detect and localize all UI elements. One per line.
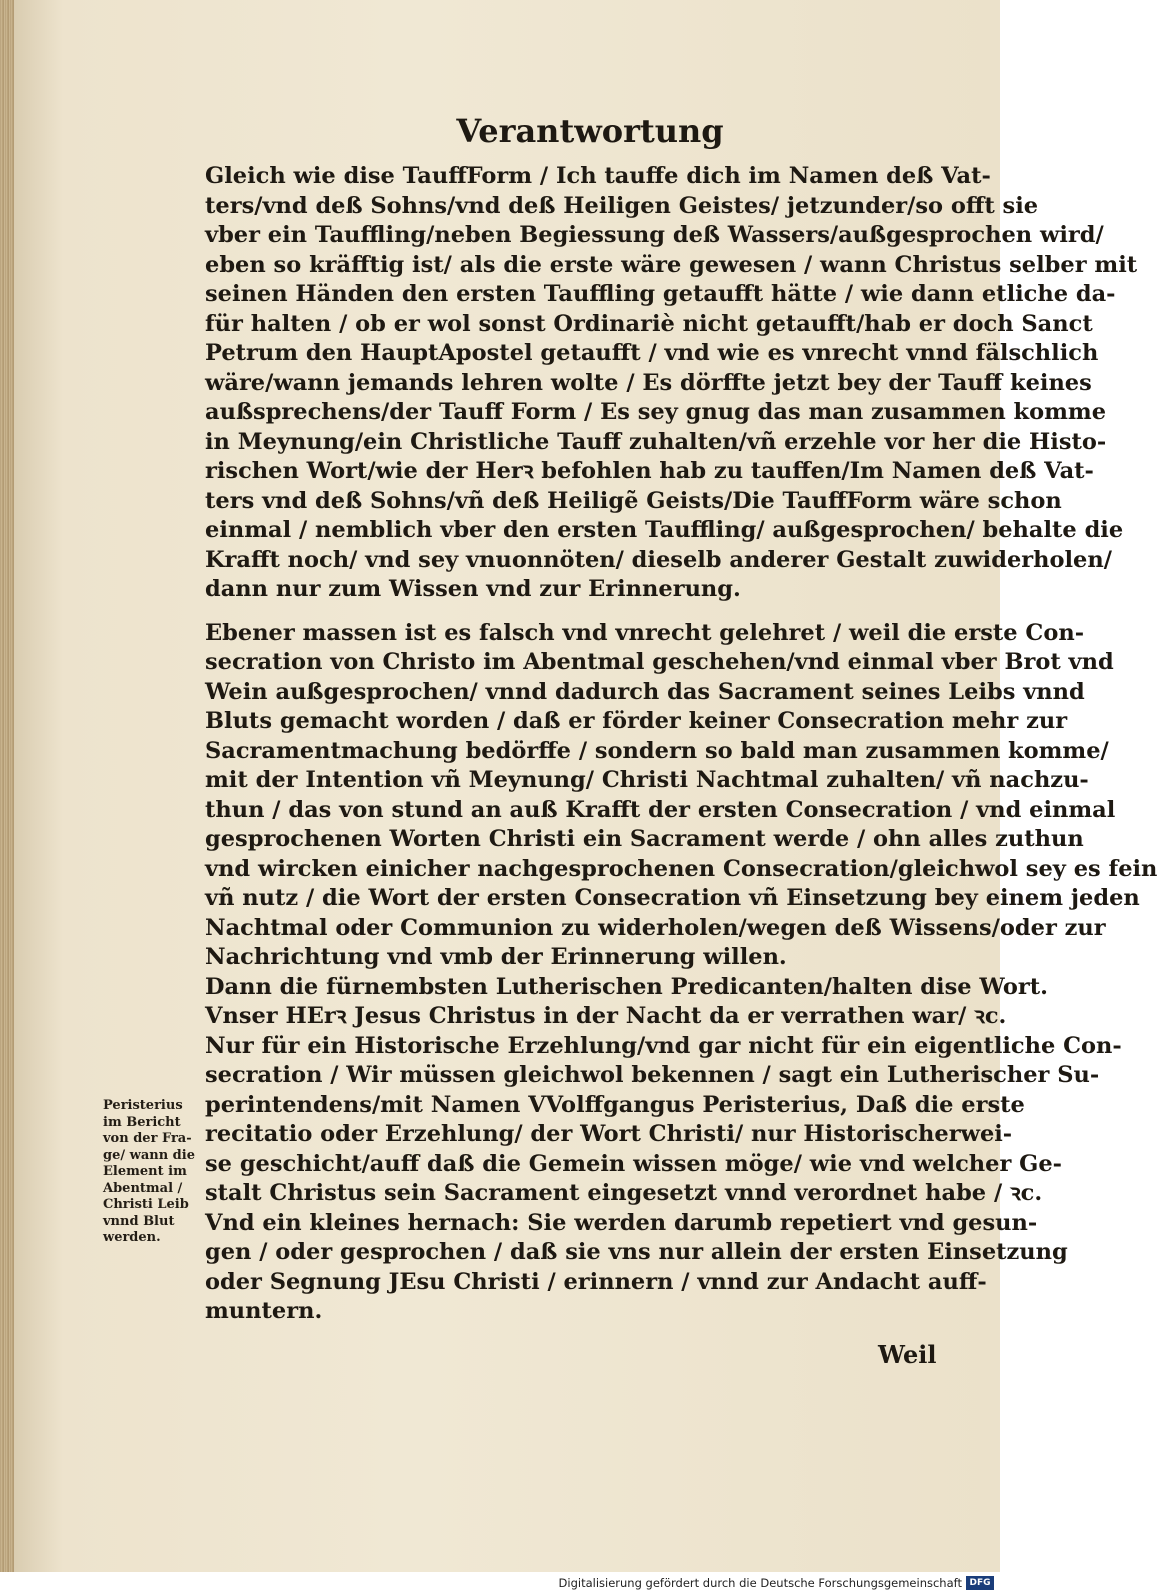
text-line: recitatio oder Erzehlung/ der Wort Christi/ nur Historischerwei-	[205, 1121, 1013, 1147]
text-line: Sacramentmachung bedörffe / sondern so bald man zusammen komme/	[205, 737, 1109, 764]
margin-note-line: werden.	[103, 1230, 161, 1245]
catchword: Weil	[878, 1340, 937, 1369]
footer-credit: Digitalisierung gefördert durch die Deutsche Forschungsgemeinschaft	[558, 1576, 962, 1590]
paragraph-3	[205, 973, 1122, 1327]
text-line: seinen Händen den ersten Tauffling getaufft hätte / wie dann etliche da-	[205, 281, 1116, 307]
text-line: rischen Wort/wie der Herꝛ befohlen hab zu tauffen/Im Namen deß Vat-	[205, 458, 1094, 484]
text-line: muntern.	[205, 1298, 323, 1324]
text-line: gesprochenen Worten Christi ein Sacrament werde / ohn alles zuthun	[205, 826, 1084, 852]
margin-note-line: vnnd Blut	[103, 1213, 175, 1229]
text-line: Vnd ein kleines hernach: Sie werden darumb repetiert vnd gesun-	[205, 1209, 1038, 1236]
paragraph-2	[205, 619, 1157, 973]
text-line: vñ nutz / die Wort der ersten Consecration vñ Einsetzung bey einem jeden	[205, 885, 1140, 911]
text-line: se geschicht/auff daß die Gemein wissen möge/ wie vnd welcher Ge-	[205, 1150, 1062, 1177]
text-line: gen / oder gesprochen / daß sie vns nur allein der ersten Einsetzung	[205, 1239, 1068, 1265]
footer	[0, 1572, 1000, 1594]
margin-note-line: im Bericht	[103, 1114, 181, 1130]
text-line: mit der Intention vñ Meynung/ Christi Nachtmal zuhalten/ vñ nachzu-	[205, 767, 1089, 793]
body-text	[205, 162, 1157, 1327]
paragraph-1	[205, 162, 1138, 605]
text-line: stalt Christus sein Sacrament eingesetzt vnnd verordnet habe / ꝛc.	[205, 1180, 1043, 1206]
text-line: Krafft noch/ vnd sey vnuonnöten/ dieselb anderer Gestalt zuwiderholen/	[205, 546, 1112, 573]
text-line: für halten / ob er wol sonst Ordinariè nicht getaufft/hab er doch Sanct	[205, 310, 1093, 337]
text-line: secration / Wir müssen gleichwol bekennen / sagt ein Lutherischer Su-	[205, 1062, 1100, 1088]
text-line: Petrum den HauptApostel getaufft / vnd wie es vnrecht vnnd fälschlich	[205, 340, 1099, 366]
text-line: oder Segnung JEsu Christi / erinnern / vnnd zur Andacht auff-	[205, 1268, 987, 1295]
text-line: Nachtmal oder Communion zu widerholen/wegen deß Wissens/oder zur	[205, 914, 1106, 941]
text-line: Nachrichtung vnd vmb der Erinnerung willen.	[205, 944, 787, 970]
text-line: ters/vnd deß Sohns/vnd deß Heiligen Geistes/ jetzunder/so offt sie	[205, 192, 1039, 219]
text-line: dann nur zum Wissen vnd zur Erinnerung.	[205, 576, 741, 602]
text-line: vnd wircken einicher nachgesprochenen Consecration/gleichwol sey es fein	[205, 855, 1157, 882]
text-line: Nur für ein Historische Erzehlung/vnd gar nicht für ein eigentliche Con-	[205, 1032, 1122, 1059]
page-title: Verantwortung	[456, 112, 724, 150]
text-line: wäre/wann jemands lehren wolte / Es dörffte jetzt bey der Tauff keines	[205, 369, 1092, 396]
margin-note-line: Abentmal /	[103, 1180, 183, 1196]
text-line: perintendens/mit Namen VVolffgangus Peristerius, Daß die erste	[205, 1091, 1025, 1118]
text-line: in Meynung/ein Christliche Tauff zuhalten/vñ erzehle vor her die Histo-	[205, 428, 1107, 455]
margin-note-line: Element im	[103, 1164, 187, 1179]
text-line: vber ein Tauffling/neben Begiessung deß Wassers/außgesprochen wird/	[205, 222, 1104, 248]
margin-note-line: Peristerius	[103, 1098, 183, 1113]
text-line: Ebener massen ist es falsch vnd vnrecht gelehret / weil die erste Con-	[205, 619, 1085, 646]
text-line: Dann die fürnembsten Lutherischen Predicanten/halten dise Wort.	[205, 973, 1048, 1000]
text-line: Vnser HErꝛ Jesus Christus in der Nacht da er verrathen war/ ꝛc.	[205, 1003, 1007, 1029]
text-line: Bluts gemacht worden / daß er förder keiner Consecration mehr zur	[205, 708, 1068, 734]
text-line: ters vnd deß Sohns/vñ deß Heiligẽ Geists/Die TauffForm wäre schon	[205, 487, 1062, 514]
text-line: einmal / nemblich vber den ersten Tauffling/ außgesprochen/ behalte die	[205, 517, 1124, 543]
margin-note-line: ge/ wann die	[103, 1147, 195, 1163]
text-line: eben so kräfftig ist/ als die erste wäre gewesen / wann Christus selber mit	[205, 251, 1138, 278]
text-line: Wein außgesprochen/ vnnd dadurch das Sacrament seines Leibs vnnd	[205, 678, 1085, 705]
text-line: Gleich wie dise TauffForm / Ich tauffe dich im Namen deß Vat-	[205, 163, 991, 189]
dfg-logo: DFG	[966, 1576, 994, 1590]
margin-note-line: Christi Leib	[103, 1197, 189, 1212]
text-line: thun / das von stund an auß Krafft der ersten Consecration / vnd einmal	[205, 796, 1116, 823]
margin-note	[103, 1098, 199, 1247]
text-line: secration von Christo im Abentmal geschehen/vnd einmal vber Brot vnd	[205, 649, 1114, 675]
text-line: außsprechens/der Tauff Form / Es sey gnug das man zusammen komme	[205, 399, 1107, 425]
margin-note-line: von der Fra-	[103, 1131, 192, 1146]
